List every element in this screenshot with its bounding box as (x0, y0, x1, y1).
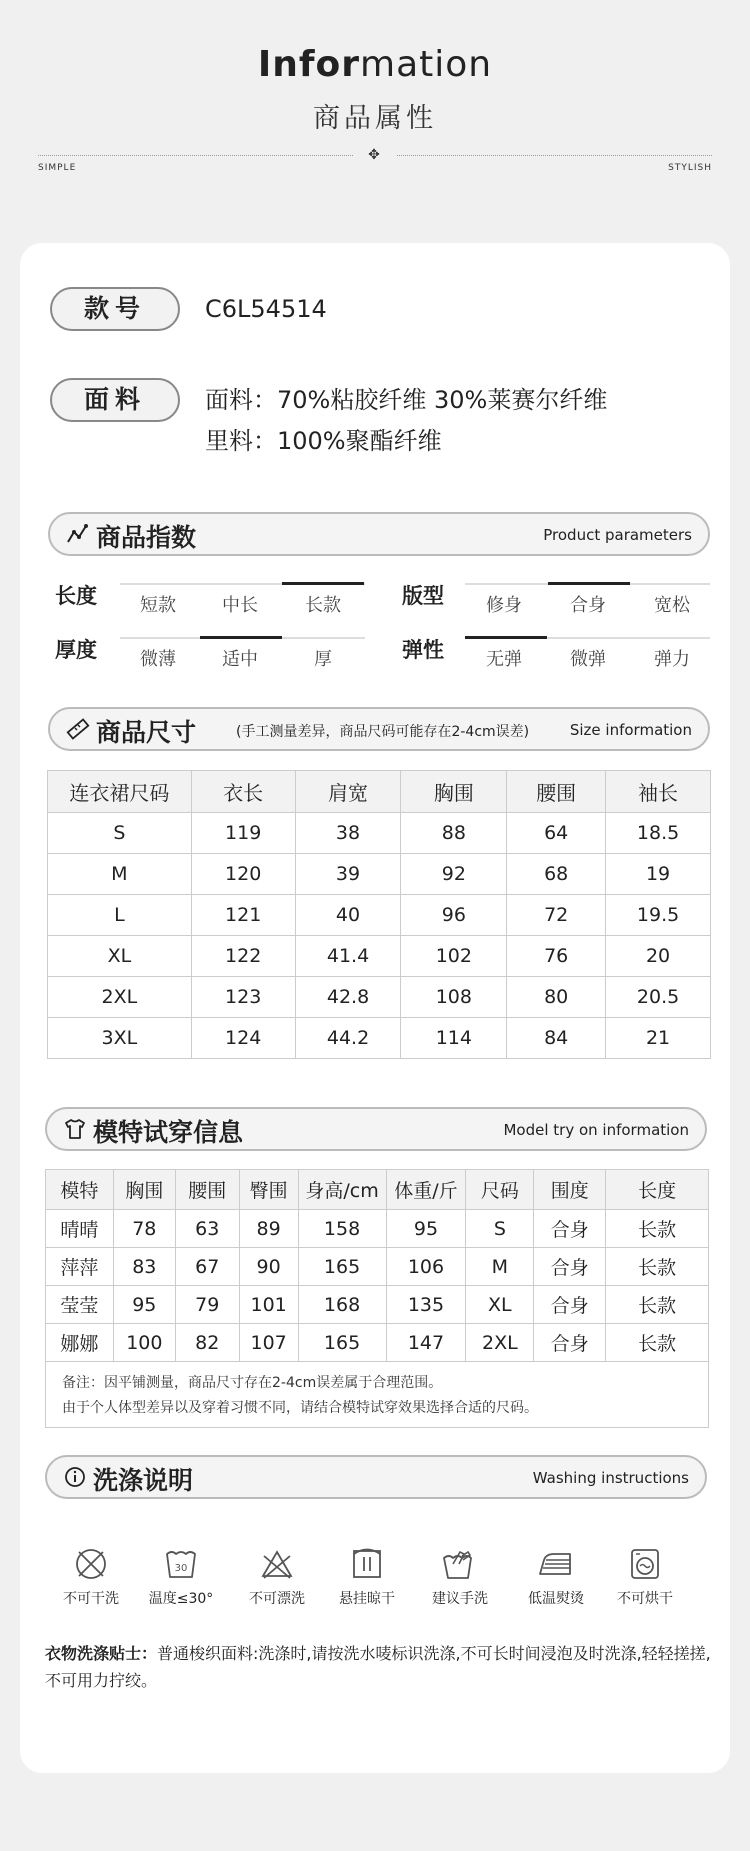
param-length-selected (282, 582, 364, 585)
crosshair-icon: ✥ (368, 147, 380, 163)
table-cell: 102 (401, 936, 507, 977)
model-header-cell: 长度 (606, 1170, 709, 1210)
table-cell: 合身 (534, 1210, 606, 1248)
wash-temp-number: 30 (174, 1563, 188, 1574)
table-cell: 119 (191, 813, 295, 854)
model-section-en: Model try on information (503, 1121, 689, 1139)
page-header (0, 0, 750, 200)
size-section-note: (手工测量差异，商品尺码可能存在2-4cm误差) (236, 724, 530, 740)
remark-line-1: 备注：因平铺测量，商品尺寸存在2-4cm误差属于合理范围。 (62, 1375, 443, 1391)
fabric-line-2: 里料：100%聚酯纤维 (205, 427, 442, 455)
param-fit-selected (548, 582, 630, 585)
chart-line-icon (66, 522, 90, 546)
hang-dry-icon (349, 1546, 385, 1582)
tag-stylish: STYLISH (668, 163, 712, 173)
model-header-cell: 胸围 (113, 1170, 175, 1210)
wash-item (41, 1546, 141, 1608)
ruler-icon (66, 717, 90, 741)
param-elasticity-option: 无弹 (486, 649, 522, 670)
divider-right (397, 155, 712, 156)
fabric-label: 面料 (50, 378, 180, 422)
param-elasticity-option: 弹力 (654, 649, 690, 670)
table-cell: 83 (113, 1248, 175, 1286)
hand-wash-icon (440, 1546, 480, 1582)
table-cell: 2XL (466, 1324, 534, 1362)
wash-label: 悬挂晾干 (339, 1591, 395, 1607)
low-iron-icon (536, 1546, 576, 1582)
table-cell: 3XL (48, 1018, 192, 1059)
title-light-part: mation (360, 44, 493, 85)
table-cell: 67 (175, 1248, 239, 1286)
model-header-cell: 围度 (534, 1170, 606, 1210)
size-header-cell: 胸围 (401, 771, 507, 813)
table-row (48, 977, 711, 1018)
size-section-title: 商品尺寸 (96, 718, 197, 747)
param-elasticity-label: 弹性 (402, 638, 444, 662)
wash-item (317, 1546, 417, 1608)
table-row (48, 854, 711, 895)
no-bleach-icon (259, 1546, 295, 1582)
model-section-title: 模特试穿信息 (93, 1118, 244, 1147)
page-title (0, 44, 750, 85)
wash-section-header (45, 1455, 707, 1499)
size-header-cell: 连衣裙尺码 (48, 771, 192, 813)
style-number-label: 款号 (50, 287, 180, 331)
table-cell: 120 (191, 854, 295, 895)
param-thickness-option: 厚 (314, 649, 332, 670)
size-section-header (48, 707, 710, 751)
table-row (46, 1324, 709, 1362)
param-thickness-selected (200, 636, 282, 639)
param-length-option: 中长 (222, 595, 258, 616)
table-row (46, 1210, 709, 1248)
table-cell: 39 (295, 854, 401, 895)
model-header-cell: 尺码 (466, 1170, 534, 1210)
param-fit-option: 宽松 (654, 595, 690, 616)
table-cell: 107 (239, 1324, 298, 1362)
table-cell: 95 (113, 1286, 175, 1324)
table-cell: 萍萍 (46, 1248, 114, 1286)
table-cell: 莹莹 (46, 1286, 114, 1324)
model-header-cell: 模特 (46, 1170, 114, 1210)
divider-left (38, 155, 353, 156)
table-cell: 135 (386, 1286, 466, 1324)
table-cell: 合身 (534, 1248, 606, 1286)
param-fit-label: 版型 (402, 584, 444, 608)
table-cell: 42.8 (295, 977, 401, 1018)
style-number-value: C6L54514 (205, 295, 327, 323)
wash-item (410, 1546, 510, 1608)
table-cell: 124 (191, 1018, 295, 1059)
table-row (46, 1248, 709, 1286)
page-subtitle: 商品属性 (313, 103, 437, 134)
table-cell: 40 (295, 895, 401, 936)
model-table-header (46, 1170, 709, 1210)
params-section-en: Product parameters (543, 526, 692, 544)
params-section-header (48, 512, 710, 556)
table-cell: 96 (401, 895, 507, 936)
table-cell: 20.5 (606, 977, 711, 1018)
size-header-cell: 肩宽 (295, 771, 401, 813)
table-cell: 100 (113, 1324, 175, 1362)
remark-line-2: 由于个人体型差异以及穿着习惯不同，请结合模特试穿效果选择合适的尺码。 (62, 1400, 538, 1416)
title-bold-part: Infor (257, 44, 361, 85)
washing-tips (45, 1640, 717, 1694)
no-dry-clean-icon (73, 1546, 109, 1582)
table-cell: 娜娜 (46, 1324, 114, 1362)
wash-item (506, 1546, 606, 1608)
table-cell: 长款 (606, 1324, 709, 1362)
table-cell: XL (48, 936, 192, 977)
wash-30-icon (163, 1546, 199, 1582)
tips-text: 普通梭织面料:洗涤时,请按洗水唛标识洗涤,不可长时间浸泡及时洗涤,轻轻搓搓,不可用力拧绞。 (45, 1644, 711, 1690)
table-cell: 114 (401, 1018, 507, 1059)
table-cell: 122 (191, 936, 295, 977)
table-row (48, 1018, 711, 1059)
param-thickness-option: 微薄 (140, 649, 176, 670)
param-fit-option: 修身 (486, 595, 522, 616)
table-cell: M (466, 1248, 534, 1286)
table-cell: 89 (239, 1210, 298, 1248)
size-header-cell: 袖长 (606, 771, 711, 813)
table-cell: XL (466, 1286, 534, 1324)
info-icon (63, 1465, 87, 1489)
wash-label: 温度≤30° (148, 1591, 214, 1607)
model-table (45, 1169, 709, 1362)
wash-label: 不可漂洗 (249, 1591, 305, 1607)
size-section-en: Size information (569, 721, 692, 739)
wash-label: 低温熨烫 (528, 1591, 584, 1607)
wash-item (227, 1546, 327, 1608)
table-cell: 21 (606, 1018, 711, 1059)
params-section-title: 商品指数 (96, 523, 197, 552)
table-cell: 158 (298, 1210, 386, 1248)
wash-section-en: Washing instructions (532, 1469, 689, 1487)
param-elasticity-selected (465, 636, 547, 639)
table-cell: 19.5 (606, 895, 711, 936)
table-cell: 108 (401, 977, 507, 1018)
table-cell: 165 (298, 1324, 386, 1362)
table-cell: 121 (191, 895, 295, 936)
table-cell: 84 (507, 1018, 606, 1059)
wash-item (131, 1546, 231, 1608)
param-thickness-label: 厚度 (55, 638, 97, 662)
size-header-cell: 衣长 (191, 771, 295, 813)
table-cell: S (466, 1210, 534, 1248)
size-table-header (48, 771, 711, 813)
param-elasticity-option: 微弹 (570, 649, 606, 670)
table-cell: 合身 (534, 1324, 606, 1362)
wash-label: 不可干洗 (63, 1591, 119, 1607)
table-cell: 80 (507, 977, 606, 1018)
tag-simple: SIMPLE (38, 163, 77, 173)
table-cell: L (48, 895, 192, 936)
table-cell: 82 (175, 1324, 239, 1362)
table-cell: 20 (606, 936, 711, 977)
wash-section-title: 洗涤说明 (93, 1466, 194, 1495)
table-cell: 147 (386, 1324, 466, 1362)
fabric-line-1: 面料：70%粘胶纤维 30%莱赛尔纤维 (205, 386, 608, 414)
table-cell: 88 (401, 813, 507, 854)
table-cell: 长款 (606, 1210, 709, 1248)
table-cell: 63 (175, 1210, 239, 1248)
param-length-option: 短款 (140, 595, 176, 616)
table-cell: 合身 (534, 1286, 606, 1324)
table-cell: 106 (386, 1248, 466, 1286)
table-cell: 78 (113, 1210, 175, 1248)
model-header-cell: 身高/cm (298, 1170, 386, 1210)
tshirt-icon (63, 1117, 87, 1141)
model-header-cell: 体重/斤 (386, 1170, 466, 1210)
table-cell: 79 (175, 1286, 239, 1324)
table-cell: 168 (298, 1286, 386, 1324)
param-thickness-option: 适中 (222, 649, 258, 670)
table-cell: 95 (386, 1210, 466, 1248)
model-header-cell: 臀围 (239, 1170, 298, 1210)
model-remark (45, 1362, 709, 1428)
table-cell: M (48, 854, 192, 895)
table-row (48, 813, 711, 854)
param-fit-option: 合身 (570, 595, 606, 616)
table-cell: 72 (507, 895, 606, 936)
param-length-option: 长款 (305, 595, 341, 616)
table-row (48, 895, 711, 936)
table-row (48, 936, 711, 977)
table-cell: 123 (191, 977, 295, 1018)
model-header-cell: 腰围 (175, 1170, 239, 1210)
table-cell: 2XL (48, 977, 192, 1018)
wash-label: 不可烘干 (617, 1591, 673, 1607)
table-row (46, 1286, 709, 1324)
wash-item (595, 1546, 695, 1608)
table-cell: 41.4 (295, 936, 401, 977)
table-cell: 101 (239, 1286, 298, 1324)
table-cell: 18.5 (606, 813, 711, 854)
table-cell: 165 (298, 1248, 386, 1286)
model-section-header (45, 1107, 707, 1151)
size-table (47, 770, 711, 1059)
table-cell: 92 (401, 854, 507, 895)
size-header-cell: 腰围 (507, 771, 606, 813)
table-cell: 38 (295, 813, 401, 854)
table-cell: 长款 (606, 1248, 709, 1286)
table-cell: 76 (507, 936, 606, 977)
table-cell: 90 (239, 1248, 298, 1286)
table-cell: 晴晴 (46, 1210, 114, 1248)
tips-label: 衣物洗涤贴士： (45, 1644, 158, 1663)
table-cell: 64 (507, 813, 606, 854)
table-cell: 19 (606, 854, 711, 895)
no-tumble-dry-icon (627, 1546, 663, 1582)
table-cell: 长款 (606, 1286, 709, 1324)
param-length-label: 长度 (55, 584, 97, 608)
table-cell: S (48, 813, 192, 854)
wash-label: 建议手洗 (432, 1591, 488, 1607)
table-cell: 68 (507, 854, 606, 895)
table-cell: 44.2 (295, 1018, 401, 1059)
